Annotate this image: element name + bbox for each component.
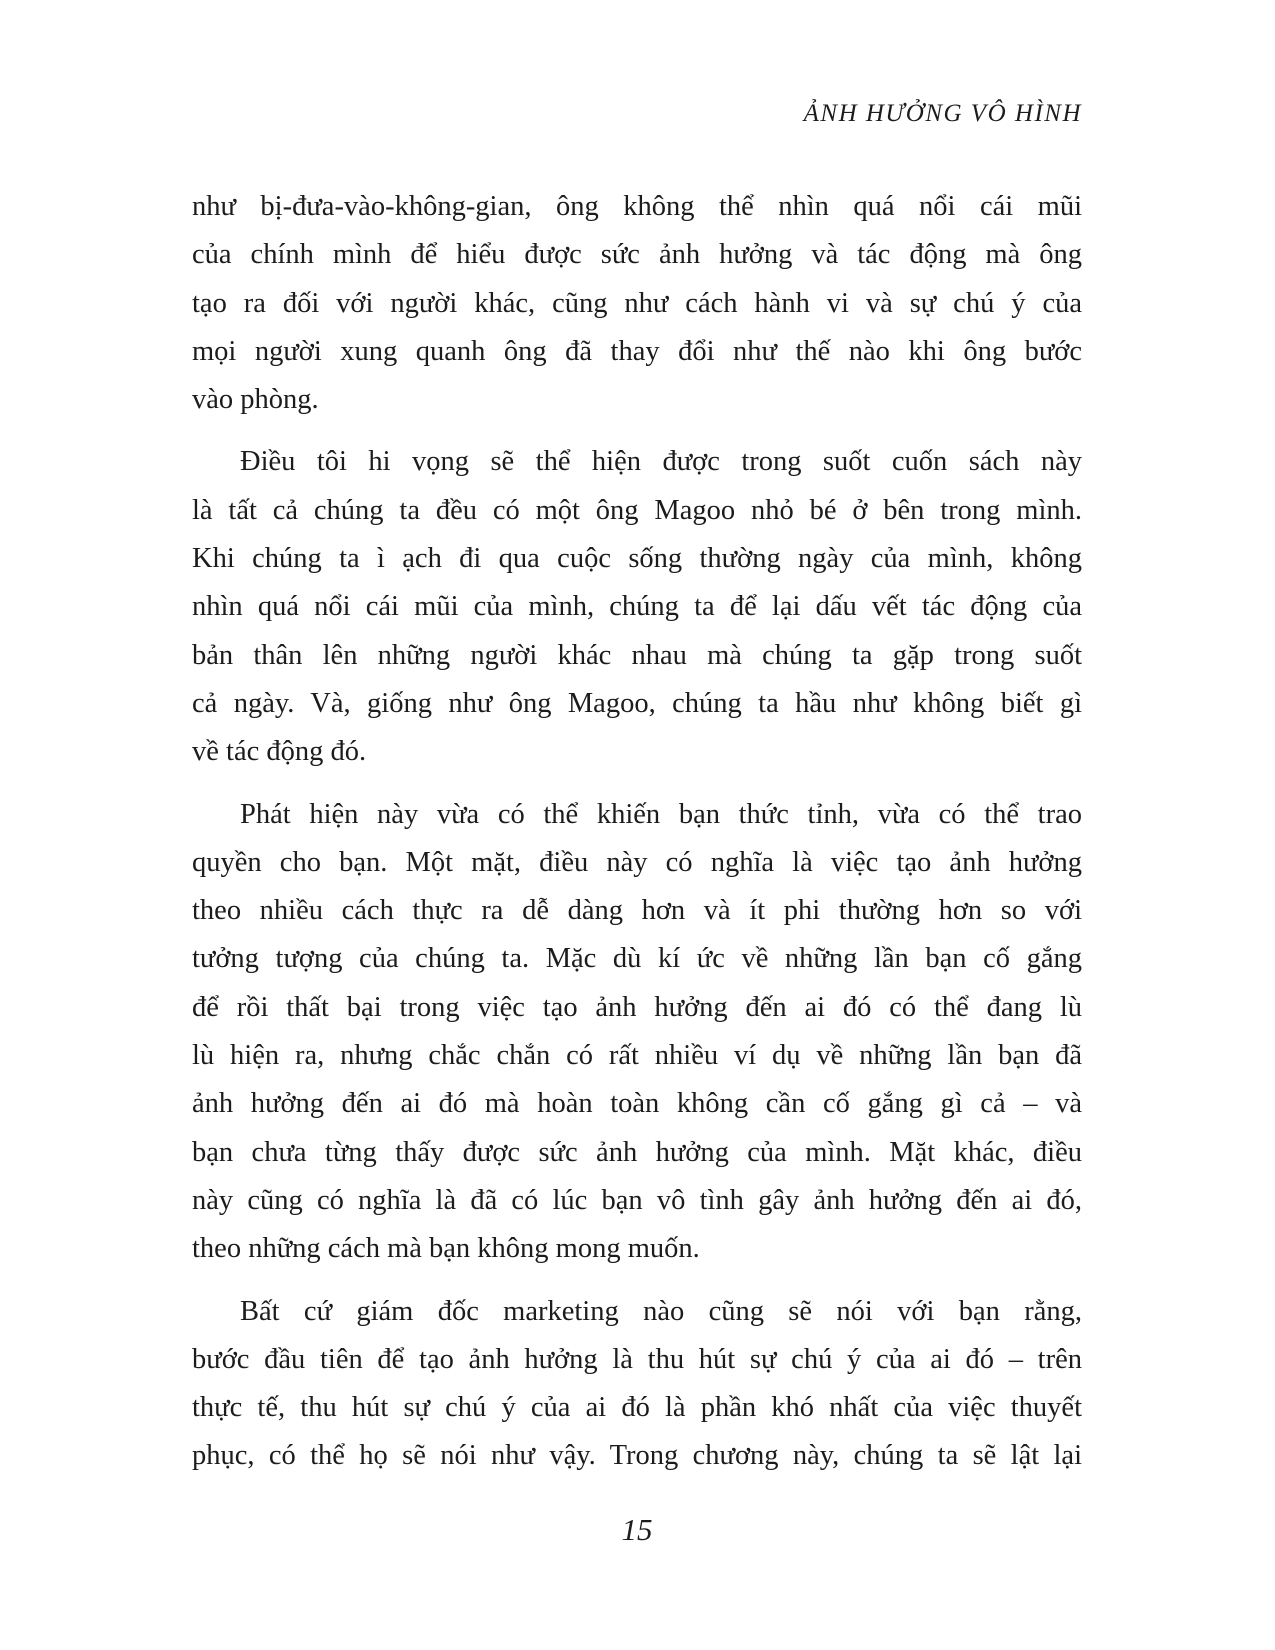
text-line: này cũng có nghĩa là đã có lúc bạn vô tình gây ảnh hưởng đến ai đó, xyxy=(192,1184,1082,1216)
text-line: Khi chúng ta ì ạch đi qua cuộc sống thường ngày của mình, không xyxy=(192,543,1082,575)
text-line: cả ngày. Và, giống như ông Magoo, chúng ta hầu như không biết gì xyxy=(192,687,1082,719)
text-line: là tất cả chúng ta đều có một ông Magoo nhỏ bé ở bên trong mình. xyxy=(192,494,1082,526)
text-line: bước đầu tiên để tạo ảnh hưởng là thu hút sự chú ý của ai đó – trên xyxy=(192,1343,1082,1375)
text-line: tạo ra đối với người khác, cũng như cách hành vi và sự chú ý của xyxy=(192,287,1082,319)
running-header: ẢNH HƯỞNG VÔ HÌNH xyxy=(803,100,1082,127)
paragraph xyxy=(192,438,1082,776)
text-line: thực tế, thu hút sự chú ý của ai đó là phần khó nhất của việc thuyết xyxy=(192,1392,1082,1424)
text-line: quyền cho bạn. Một mặt, điều này có nghĩa là việc tạo ảnh hưởng xyxy=(192,846,1082,878)
text-line: theo những cách mà bạn không mong muốn. xyxy=(192,1233,700,1265)
text-line: về tác động đó. xyxy=(192,736,367,768)
paragraph xyxy=(192,791,1082,1274)
text-line: nhìn quá nổi cái mũi của mình, chúng ta để lại dấu vết tác động của xyxy=(192,591,1082,623)
page-number: 15 xyxy=(621,1512,653,1547)
text-line: vào phòng. xyxy=(192,384,319,416)
text-line: Điều tôi hi vọng sẽ thể hiện được trong suốt cuốn sách này xyxy=(240,446,1082,478)
text-line: Bất cứ giám đốc marketing nào cũng sẽ nói với bạn rằng, xyxy=(240,1295,1082,1327)
paragraph xyxy=(192,183,1082,424)
text-line: như bị-đưa-vào-không-gian, ông không thể nhìn quá nổi cái mũi xyxy=(192,191,1082,222)
text-line: bạn chưa từng thấy được sức ảnh hưởng của mình. Mặt khác, điều xyxy=(192,1136,1082,1168)
text-line: ảnh hưởng đến ai đó mà hoàn toàn không cần cố gắng gì cả – và xyxy=(192,1088,1082,1120)
text-line: phục, có thể họ sẽ nói như vậy. Trong chương này, chúng ta sẽ lật lại xyxy=(192,1440,1082,1472)
text-line: của chính mình để hiểu được sức ảnh hưởng và tác động mà ông xyxy=(192,239,1082,271)
text-line: mọi người xung quanh ông đã thay đổi như thế nào khi ông bước xyxy=(192,335,1082,367)
text-line: bản thân lên những người khác nhau mà chúng ta gặp trong suốt xyxy=(192,639,1082,671)
text-line: lù hiện ra, nhưng chắc chắn có rất nhiều ví dụ về những lần bạn đã xyxy=(192,1040,1082,1072)
text-line: Phát hiện này vừa có thể khiến bạn thức tỉnh, vừa có thể trao xyxy=(240,798,1082,830)
body-text xyxy=(192,183,1082,1481)
text-line: tưởng tượng của chúng ta. Mặc dù kí ức về những lần bạn cố gắng xyxy=(192,943,1082,975)
text-line: để rồi thất bại trong việc tạo ảnh hưởng đến ai đó có thể đang lù xyxy=(192,991,1082,1023)
paragraph xyxy=(192,1288,1082,1481)
text-line: theo nhiều cách thực ra dễ dàng hơn và ít phi thường hơn so với xyxy=(192,895,1082,927)
